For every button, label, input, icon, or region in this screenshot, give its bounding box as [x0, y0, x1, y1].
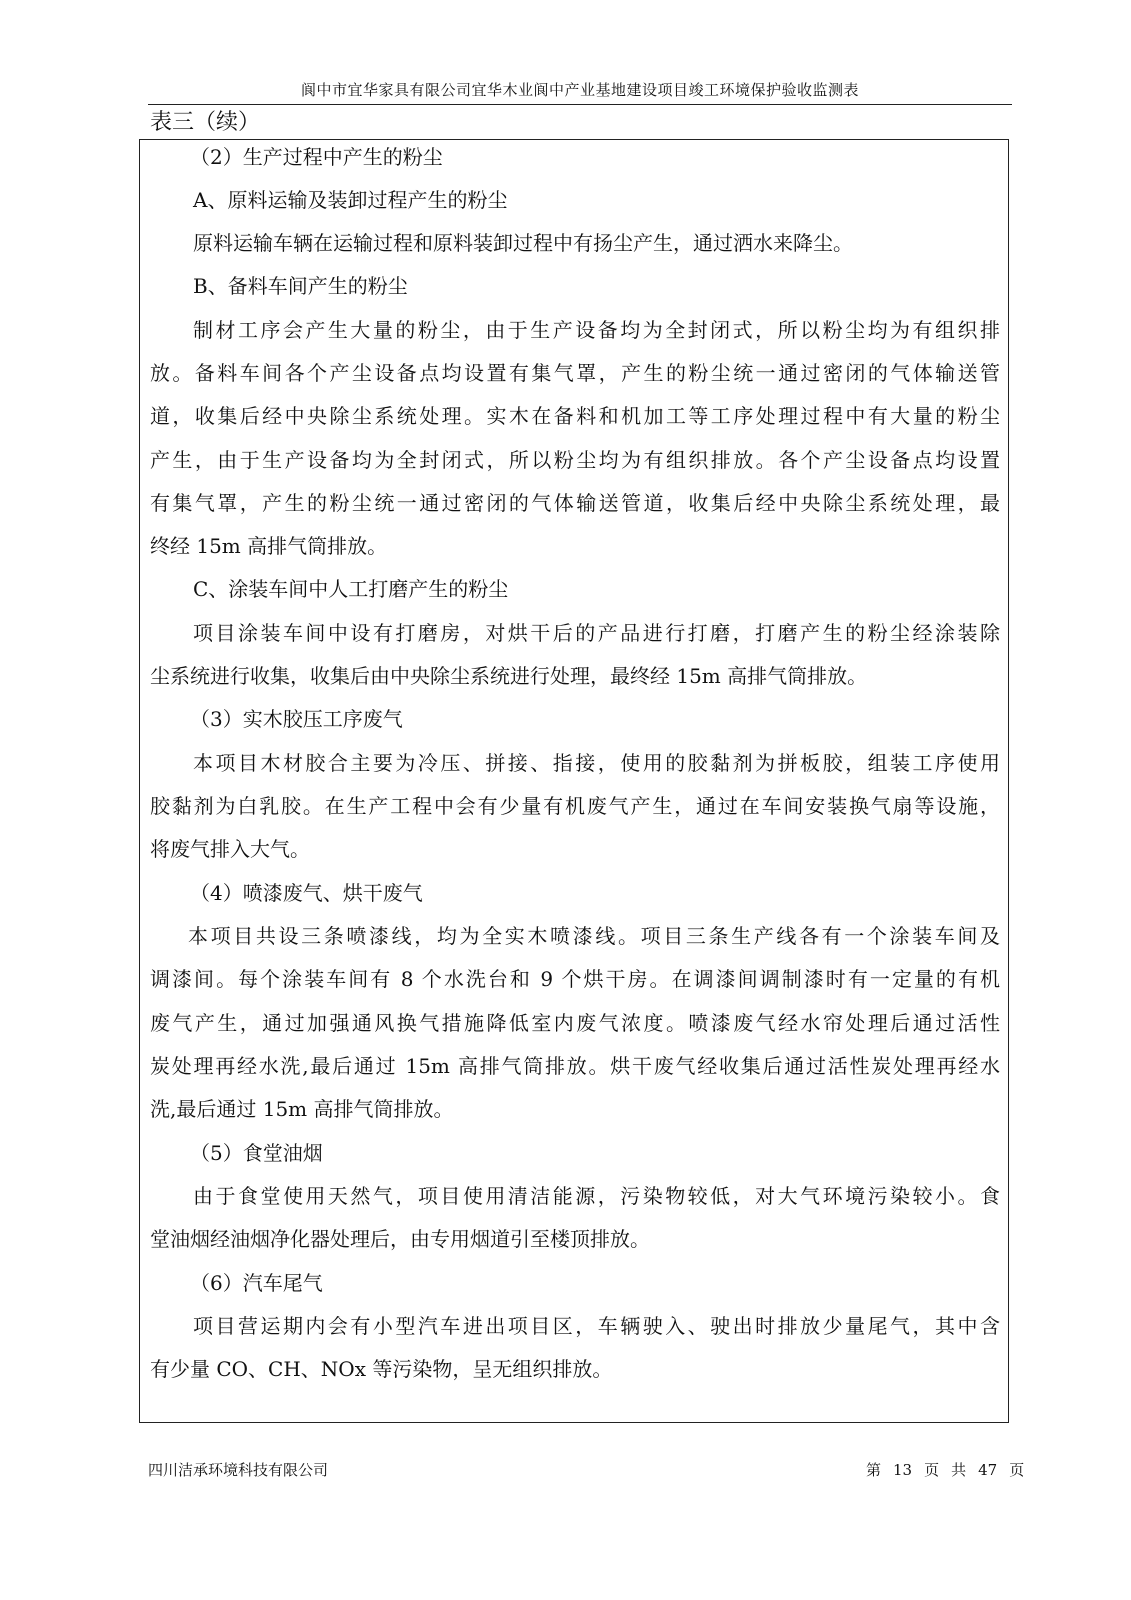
paragraph-line: 放。备料车间各个产尘设备点均设置有集气罩，产生的粉尘统一通过密闭的气体输送管	[150, 361, 1000, 385]
subheading-raw-material-dust: A、原料运输及装卸过程产生的粉尘	[193, 188, 508, 212]
paragraph-line: 胶黏剂为白乳胶。在生产工程中会有少量有机废气产生，通过在车间安装换气扇等设施，	[150, 794, 1000, 818]
paragraph-line: 有少量 CO、CH、NOx 等污染物，呈无组织排放。	[150, 1357, 613, 1381]
section-heading-paint-drying-gas: （4）喷漆废气、烘干废气	[190, 881, 423, 905]
footer-page-mid: 页	[924, 1461, 940, 1479]
subheading-coating-sanding-dust: C、涂装车间中人工打磨产生的粉尘	[193, 577, 509, 601]
header-divider	[148, 104, 1012, 105]
section-heading-dust: （2）生产过程中产生的粉尘	[190, 145, 443, 169]
paragraph-line: 原料运输车辆在运输过程和原料装卸过程中有扬尘产生，通过洒水来降尘。	[193, 231, 853, 255]
paragraph-line: 项目涂装车间中设有打磨房，对烘干后的产品进行打磨，打磨产生的粉尘经涂装除	[193, 621, 1000, 645]
paragraph-line: 有集气罩，产生的粉尘统一通过密闭的气体输送管道，收集后经中央除尘系统处理，最	[150, 491, 1000, 515]
paragraph-line: 堂油烟经油烟净化器处理后，由专用烟道引至楼顶排放。	[150, 1227, 650, 1251]
paragraph-line: 洗,最后通过 15m 高排气筒排放。	[150, 1097, 454, 1121]
paragraph-line: 炭处理再经水洗,最后通过 15m 高排气筒排放。烘干废气经收集后通过活性炭处理再经水	[150, 1054, 1000, 1078]
paragraph-line: 尘系统进行收集，收集后由中央除尘系统进行处理，最终经 15m 高排气筒排放。	[150, 664, 868, 688]
section-heading-vehicle-exhaust: （6）汽车尾气	[190, 1271, 323, 1295]
footer-page-indicator	[860, 1459, 1030, 1480]
paragraph-line: 调漆间。每个涂装车间有 8 个水洗台和 9 个烘干房。在调漆间调制漆时有一定量的有机	[150, 967, 1000, 991]
page-header-title: 阆中市宜华家具有限公司宜华木业阆中产业基地建设项目竣工环境保护验收监测表	[300, 81, 859, 99]
footer-page-suffix: 页	[1009, 1461, 1025, 1479]
paragraph-line: 本项目共设三条喷漆线，均为全实木喷漆线。项目三条生产线各有一个涂装车间及	[188, 924, 1000, 948]
paragraph-line: 由于食堂使用天然气，项目使用清洁能源，污染物较低，对大气环境污染较小。食	[193, 1184, 1000, 1208]
footer-company: 四川洁承环境科技有限公司	[148, 1461, 329, 1479]
paragraph-line: 制材工序会产生大量的粉尘，由于生产设备均为全封闭式，所以粉尘均为有组织排	[193, 318, 1000, 342]
paragraph-line: 道，收集后经中央除尘系统处理。实木在备料和机加工等工序处理过程中有大量的粉尘	[150, 404, 1000, 428]
paragraph-line: 终经 15m 高排气筒排放。	[150, 534, 388, 558]
paragraph-line: 将废气排入大气。	[150, 837, 310, 861]
paragraph-line: 项目营运期内会有小型汽车进出项目区，车辆驶入、驶出时排放少量尾气，其中含	[193, 1314, 1000, 1338]
subheading-prep-workshop-dust: B、备料车间产生的粉尘	[193, 274, 408, 298]
table-title: 表三（续）	[150, 110, 261, 135]
paragraph-line: 产生，由于生产设备均为全封闭式，所以粉尘均为有组织排放。各个产尘设备点均设置	[150, 448, 1000, 472]
paragraph-line: 废气产生，通过加强通风换气措施降低室内废气浓度。喷漆废气经水帘处理后通过活性	[150, 1011, 1000, 1035]
paragraph-line: 本项目木材胶合主要为冷压、拼接、指接，使用的胶黏剂为拼板胶，组装工序使用	[193, 751, 1000, 775]
section-heading-gluing-gas: （3）实木胶压工序废气	[190, 707, 403, 731]
section-heading-canteen-fumes: （5）食堂油烟	[190, 1141, 323, 1165]
footer-total-pages: 47	[978, 1461, 998, 1479]
footer-total-label: 共	[951, 1461, 967, 1479]
footer-page-prefix: 第	[866, 1461, 882, 1479]
footer-page-number: 13	[893, 1461, 913, 1479]
